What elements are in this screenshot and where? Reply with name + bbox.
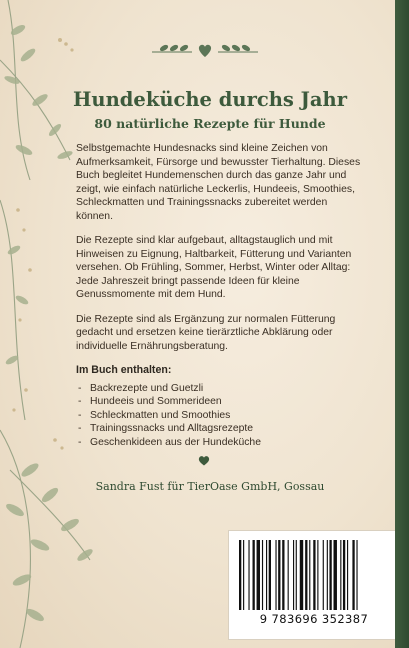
contents-heading: Im Buch enthalten: <box>76 364 172 376</box>
blurb-paragraph: Selbstgemachte Hundesnacks sind kleine Zeichen von Aufmerksamkeit, Fürsorge und bewusster Tierhaltung. Dieses Buch begleitet Hundemenschen durch das ganze Jahr und zeigt, wie einfach natürliche Leckerlis, Hundeeis, Smoothies, Schleckmatten und Trainingssnacks zubereitet werden können. <box>76 143 361 222</box>
barcode <box>228 530 400 640</box>
book-title: Hundeküche durchs Jahr <box>73 88 347 111</box>
list-item: - Geschenkideen aus der Hundeküche <box>76 436 366 450</box>
blurb-paragraph: Die Rezepte sind als Ergänzung zur normalen Fütterung gedacht und ersetzen keine tierärztliche Abklärung oder individuelle Ernährungsberatung. <box>76 313 336 352</box>
spine-edge <box>395 0 409 648</box>
book-subtitle: 80 natürliche Rezepte für Hunde <box>94 116 326 131</box>
list-item: - Trainingssnacks und Alltagsrezepte <box>76 422 366 436</box>
publisher-line: Sandra Fust für TierOase GmbH, Gossau <box>95 480 325 493</box>
isbn-number: 9 783696 352387 <box>259 612 369 626</box>
blurb-paragraph: Die Rezepte sind klar aufgebaut, alltagstauglich und mit Hinweisen zu Eignung, Haltbarkeit, Fütterung und Varianten versehen. Ob Frühling, Sommer, Herbst, Winter oder Alltag: Jede Jahreszeit bringt passende Ideen für kleine Genussmomente mit dem Hund. <box>76 235 352 300</box>
leaf-ornament <box>150 40 260 62</box>
list-item: - Hundeeis und Sommerideen <box>76 395 366 409</box>
heart-icon <box>198 455 210 466</box>
list-item: - Backrezepte und Guetzli <box>76 382 366 396</box>
list-item: - Schleckmatten und Smoothies <box>76 409 366 423</box>
contents-list <box>76 382 366 450</box>
blurb <box>76 142 366 449</box>
barcode-bars <box>237 540 391 610</box>
